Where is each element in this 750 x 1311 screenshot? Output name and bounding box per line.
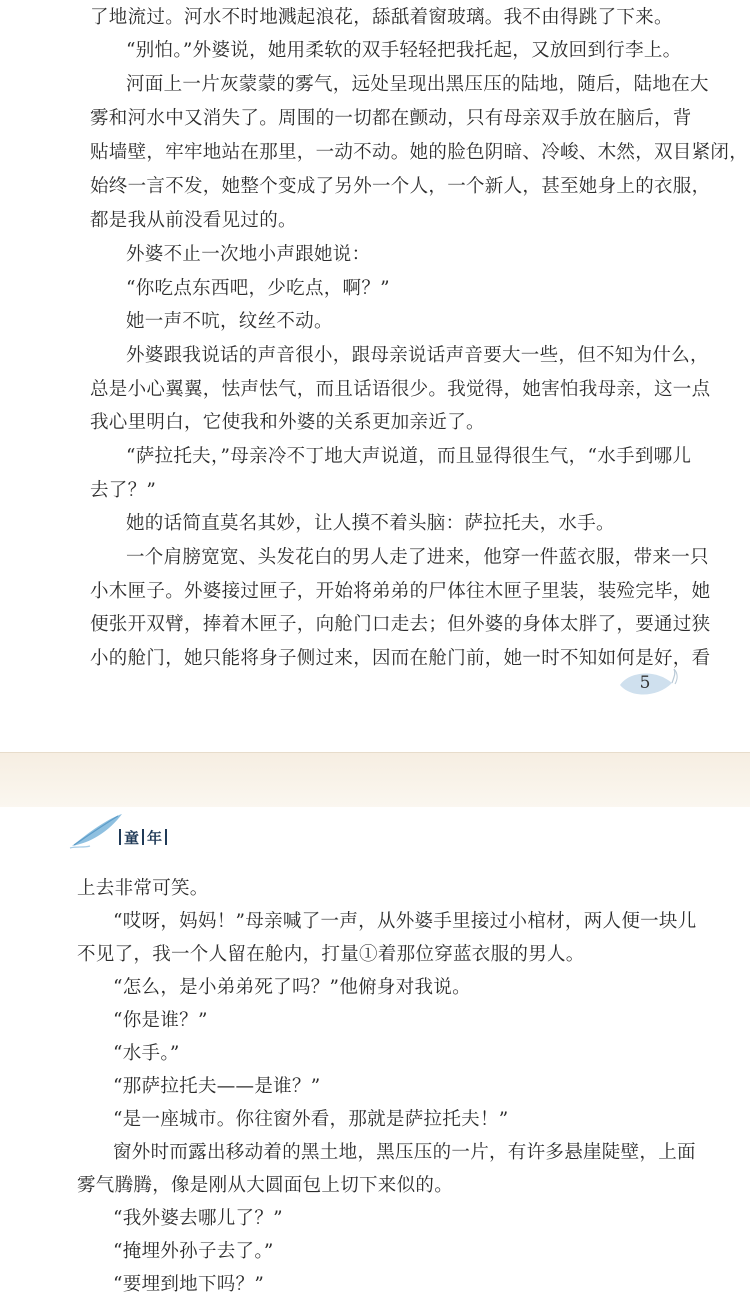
text-line: 贴墙壁，牢牢地站在那里，一动不动。她的脸色阴暗、冷峻、木然，双目紧闭，: [90, 142, 749, 163]
text-line: “要埋到地下吗？”: [113, 1274, 265, 1295]
text-line: “怎么，是小弟弟死了吗？”他俯身对我说。: [113, 977, 471, 998]
text-line: “那萨拉托夫——是谁？”: [113, 1076, 321, 1097]
text-line: “水手。”: [113, 1043, 180, 1064]
text-line: 始终一言不发，她整个变成了另外一个人，一个新人，甚至她身上的衣服，: [90, 176, 711, 197]
text-line: “哎呀，妈妈！”母亲喊了一声，从外婆手里接过小棺材，两人便一块儿: [113, 911, 697, 932]
text-line: 她一声不吭，纹丝不动。: [126, 311, 333, 332]
text-line: 不见了，我一个人留在舱内，打量①着那位穿蓝衣服的男人。: [77, 944, 585, 965]
header-title-char: 童: [124, 828, 140, 847]
text-line: 外婆不止一次地小声跟她说：: [126, 244, 371, 265]
page-number: 5: [639, 673, 651, 693]
text-line: “别怕。”外婆说，她用柔软的双手轻轻把我托起，又放回到行李上。: [126, 40, 682, 61]
text-line: 窗外时而露出移动着的黑土地，黑压压的一片，有许多悬崖陡壁，上面: [113, 1142, 696, 1163]
text-line: 都是我从前没看见过的。: [90, 210, 297, 231]
text-line: “你是谁？”: [113, 1010, 208, 1031]
text-line: “你吃点东西吧，少吃点，啊？”: [126, 278, 390, 299]
text-line: 了地流过。河水不时地溅起浪花，舔舐着窗玻璃。我不由得跳了下来。: [90, 7, 673, 28]
text-line: 小木匣子。外婆接过匣子，开始将弟弟的尸体往木匣子里装，装殓完毕，她: [90, 581, 711, 602]
text-line: 她的话简直莫名其妙，让人摸不着头脑：萨拉托夫，水手。: [126, 513, 615, 534]
text-line: 上去非常可笑。: [77, 878, 209, 899]
text-line: 小的舱门，她只能将身子侧过来，因而在舱门前，她一时不知如何是好，看: [90, 648, 711, 669]
text-line: 雾气腾腾，像是刚从大圆面包上切下来似的。: [77, 1175, 454, 1196]
text-line: 雾和河水中又消失了。周围的一切都在颤动，只有母亲双手放在脑后，背: [90, 108, 692, 129]
text-line: “萨拉托夫，”母亲冷不丁地大声说道，而且显得很生气，“水手到哪儿: [126, 446, 692, 467]
text-line: 总是小心翼翼，怯声怯气，而且话语很少。我觉得，她害怕我母亲，这一点: [90, 379, 711, 400]
text-line: “我外婆去哪儿了？”: [113, 1208, 283, 1229]
text-line: 我心里明白，它使我和外婆的关系更加亲近了。: [90, 412, 485, 433]
text-line: 便张开双臂，捧着木匣子，向舱门口走去；但外婆的身体太胖了，要通过狭: [90, 614, 711, 635]
text-line: 外婆跟我说话的声音很小，跟母亲说话声音要大一些，但不知为什么，: [126, 345, 709, 366]
text-line: “是一座城市。你往窗外看，那就是萨拉托夫！”: [113, 1109, 509, 1130]
text-line: “掩埋外孙子去了。”: [113, 1241, 274, 1262]
text-line: 去了？”: [90, 480, 157, 501]
text-line: 河面上一片灰蒙蒙的雾气，远处呈现出黑压压的陆地，随后，陆地在大: [126, 74, 709, 95]
header-title-char: 年: [147, 828, 163, 847]
text-line: 一个肩膀宽宽、头发花白的男人走了进来，他穿一件蓝衣服，带来一只: [126, 547, 709, 568]
